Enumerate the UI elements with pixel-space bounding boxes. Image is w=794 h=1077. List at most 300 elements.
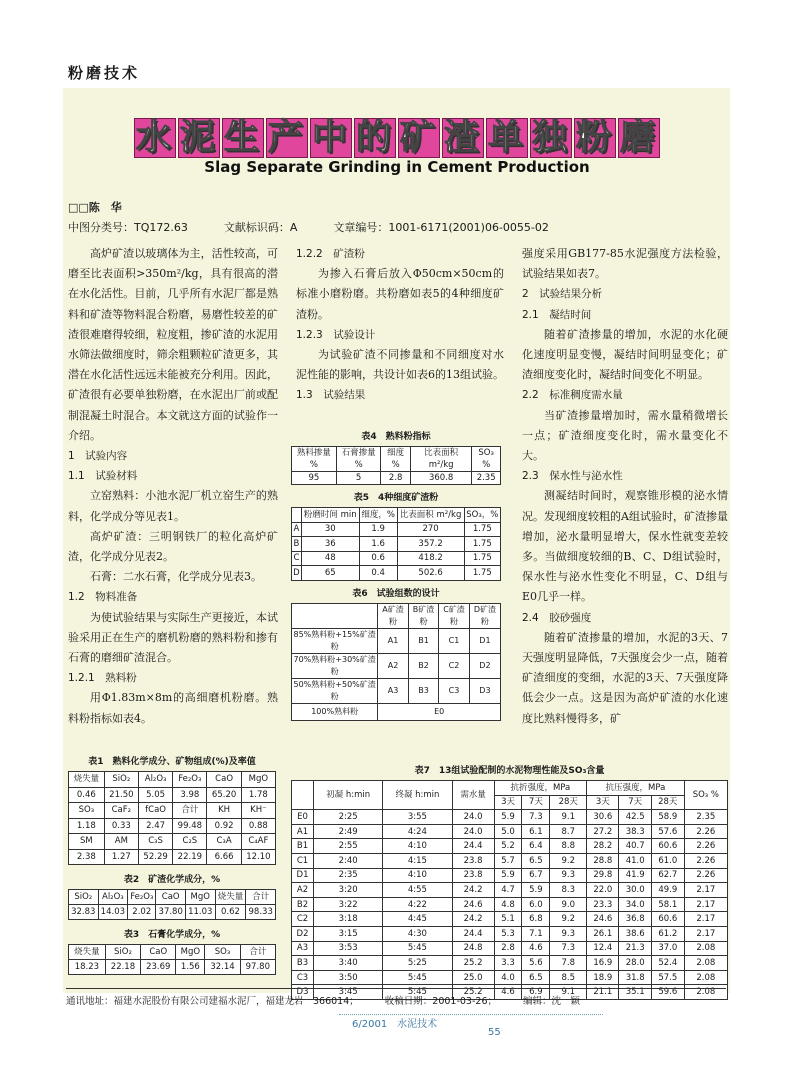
table-cell: 12.4 <box>587 941 619 956</box>
author: □□陈 华 <box>68 201 122 214</box>
table-row <box>292 868 728 883</box>
table-cell: 4:30 <box>383 926 452 941</box>
table-cell: 6.66 <box>207 849 241 865</box>
table-cell: C₃S <box>138 834 172 850</box>
table-cell: 2.17 <box>684 897 727 912</box>
table-cell: 23.8 <box>452 853 494 868</box>
paragraph: 为掺入石膏后放入Φ50cm×50cm的标准小磨粉磨。共粉磨如表5的4种细度矿渣粉。 <box>296 267 504 321</box>
table-cell: 2.47 <box>138 818 172 834</box>
table-cell: 3.98 <box>173 787 207 803</box>
table-cell: A2 <box>378 653 408 678</box>
table-row <box>292 941 728 956</box>
table-cell: A1 <box>292 824 314 839</box>
table-cell: D3 <box>292 985 314 1000</box>
heading: 2.3 保水性与泌水性 <box>522 470 623 483</box>
table-cell: E0 <box>292 810 314 825</box>
table-cell: 0.4 <box>359 566 397 581</box>
table-row <box>292 956 728 971</box>
table-cell: SO₃ <box>205 945 240 960</box>
table-cell: 比表面积 m²/kg <box>410 447 471 472</box>
table-cell: C1 <box>292 853 314 868</box>
table-cell: 21.50 <box>104 787 138 803</box>
table-cell: 4:55 <box>383 883 452 898</box>
table-cell: 30 <box>301 522 359 537</box>
table-cell: 2.26 <box>684 853 727 868</box>
clc-number: 中图分类号：TQ172.63 <box>68 221 188 234</box>
table-cell: 5:45 <box>383 985 452 1000</box>
table-cell: Fe₂O₃ <box>173 772 207 788</box>
heading: 1.2.1 熟料粉 <box>68 672 137 685</box>
footer-editor: 编辑：沈 颖 <box>523 996 581 1007</box>
table-cell: 1.27 <box>104 849 138 865</box>
table-cell: 1.6 <box>359 537 397 552</box>
table-cell: 2.02 <box>128 905 156 920</box>
paragraph: 立窑熟料：小池水泥厂机立窑生产的熟料，化学成分等见表1。 <box>68 489 278 523</box>
table-cell: 石膏掺量 % <box>336 447 381 472</box>
table-cell: 24.0 <box>452 824 494 839</box>
table-cell: A3 <box>378 678 408 703</box>
table-cell: AM <box>104 834 138 850</box>
table-cell: 14.03 <box>98 905 128 920</box>
table-cell: SO₃ <box>69 803 105 819</box>
heading: 1.2 物料准备 <box>68 591 138 604</box>
table-cell: D <box>292 566 302 581</box>
table-cell: 32.14 <box>205 960 240 975</box>
table7-wrap <box>291 761 728 1000</box>
table-cell: 需水量 <box>452 781 494 810</box>
column-2 <box>296 244 504 406</box>
table-cell <box>292 781 314 810</box>
table-cell: 2:55 <box>314 839 383 854</box>
table-cell: 21.3 <box>619 941 651 956</box>
heading: 2 试验结果分析 <box>522 288 603 301</box>
table-cell: 24.6 <box>587 912 619 927</box>
column-3 <box>522 244 728 729</box>
table-cell: 62.7 <box>651 868 684 883</box>
table-cell: 7.3 <box>522 810 550 825</box>
table-cell: 0.33 <box>104 818 138 834</box>
paragraph: 为试验矿渣不同掺量和不同细度对水泥性能的影响，共设计如表6的13组试验。 <box>296 348 504 382</box>
table-cell: 2.8 <box>381 472 411 485</box>
table-cell: 99.48 <box>173 818 207 834</box>
table-cell: 9.0 <box>550 897 587 912</box>
table-cell: 41.0 <box>619 853 651 868</box>
table-cell: 61.0 <box>651 853 684 868</box>
table-cell: 5.9 <box>494 868 522 883</box>
table-cell: 3:40 <box>314 956 383 971</box>
table-cell: 6.1 <box>522 824 550 839</box>
table-cell: 24.2 <box>452 912 494 927</box>
table-cell: 85%熟料粉+15%矿渣粉 <box>292 628 378 653</box>
table-cell: 5.0 <box>494 824 522 839</box>
table-cell: 2.08 <box>684 956 727 971</box>
table-cell: B2 <box>408 653 438 678</box>
table-cell: 60.6 <box>651 839 684 854</box>
table-cell: 2.26 <box>684 839 727 854</box>
table-cell: 50%熟料粉+50%矿渣粉 <box>292 678 378 703</box>
table-cell: 58.9 <box>651 810 684 825</box>
table-cell: 1.18 <box>69 818 105 834</box>
table-cell: B2 <box>292 897 314 912</box>
table-cell: 5.6 <box>522 956 550 971</box>
table-row <box>292 912 728 927</box>
table-cell: 24.4 <box>452 839 494 854</box>
table-cell: 7.8 <box>550 956 587 971</box>
table-cell: C3 <box>439 678 470 703</box>
table-cell: 23.69 <box>141 960 176 975</box>
table-cell: 2:40 <box>314 853 383 868</box>
table-cell: B1 <box>408 628 438 653</box>
heading: 1 试验内容 <box>68 450 128 463</box>
table-cell: 65.20 <box>207 787 241 803</box>
table-cell: 40.7 <box>619 839 651 854</box>
table-cell: 1.9 <box>359 522 397 537</box>
table-cell: A1 <box>378 628 408 653</box>
table-cell: MgO <box>176 945 205 960</box>
footer-rule <box>66 988 726 989</box>
table-cell: 合计 <box>240 945 275 960</box>
table-cell: 58.1 <box>651 897 684 912</box>
table-cell: 3:45 <box>314 985 383 1000</box>
table-cell: 5.3 <box>494 926 522 941</box>
table-cell: 8.7 <box>550 824 587 839</box>
table-cell: 6.7 <box>522 868 550 883</box>
table-cell: 8.5 <box>550 970 587 985</box>
table-cell: 9.1 <box>550 985 587 1000</box>
table-cell: 97.80 <box>240 960 275 975</box>
table7 <box>291 780 728 1000</box>
table-cell: 59.6 <box>651 985 684 1000</box>
table-cell: SM <box>69 834 105 850</box>
table-cell: 6.4 <box>522 839 550 854</box>
table-cell: 2.17 <box>684 926 727 941</box>
table-cell: 22.0 <box>587 883 619 898</box>
table-cell: D2 <box>469 653 500 678</box>
table-cell: 4.8 <box>494 897 522 912</box>
table-cell: 25.2 <box>452 985 494 1000</box>
table-cell: B <box>292 537 302 552</box>
table-cell: KH <box>207 803 241 819</box>
table-cell: 60.6 <box>651 912 684 927</box>
table-cell: 粉磨时间 min <box>301 508 359 523</box>
table1-caption: 表1 熟料化学成分、矿物组成(%)及率值 <box>88 757 256 767</box>
column-1 <box>68 244 278 729</box>
table-cell: CaO <box>207 772 241 788</box>
table-cell: 36.8 <box>619 912 651 927</box>
table-cell: 5:45 <box>383 941 452 956</box>
paragraph: 测凝结时间时，观察锥形模的泌水情况。发现细度较粗的A组试验时，矿渣掺量增加，泌水量明显增大，保水性就变差较多。当做细度较细的B、C、D组试验时，保水性与泌水性变化不明显，C、D组与E0几乎一样。 <box>522 489 728 604</box>
table-cell: 36 <box>301 537 359 552</box>
table-cell: 6.0 <box>522 897 550 912</box>
table-cell: 2.26 <box>684 868 727 883</box>
table-cell <box>292 508 302 523</box>
table-cell: Fe₂O₃ <box>128 890 156 905</box>
table-cell: C₃A <box>207 834 241 850</box>
table6 <box>291 603 501 722</box>
table-cell: 12.10 <box>241 849 275 865</box>
heading: 1.2.3 试验设计 <box>296 328 376 341</box>
table-cell: 3.3 <box>494 956 522 971</box>
table-cell: 1.75 <box>464 537 500 552</box>
table1 <box>68 771 276 865</box>
table-cell: 28天 <box>550 795 587 810</box>
paragraph: 为使试验结果与实际生产更接近，本试验采用正在生产的磨机粉磨的熟料粉和掺有石膏的磨细矿渣混合。 <box>68 610 278 665</box>
table-cell: 5 <box>336 472 381 485</box>
table-cell: 9.1 <box>550 810 587 825</box>
table-cell: 57.6 <box>651 824 684 839</box>
table-row <box>292 810 728 825</box>
table-cell: 初凝 h:min <box>314 781 383 810</box>
journal-issue: 6/2001 水泥技术 <box>352 1019 438 1030</box>
table-cell: 5.9 <box>522 883 550 898</box>
table-cell: SiO₂ <box>69 890 99 905</box>
table-cell: 24.2 <box>452 883 494 898</box>
table-cell: 5.2 <box>494 839 522 854</box>
table5 <box>291 507 501 581</box>
table-cell: 23.8 <box>452 868 494 883</box>
table-cell: 烧失量 <box>215 890 246 905</box>
table-cell: 18.23 <box>69 960 106 975</box>
table-cell: E0 <box>378 703 501 721</box>
paragraph: 当矿渣掺量增加时，需水量稍微增长一点；矿渣细度变化时，需水量变化不大。 <box>522 408 728 463</box>
table-cell: 0.92 <box>207 818 241 834</box>
table-cell: 22.18 <box>105 960 140 975</box>
table-cell: 35.1 <box>619 985 651 1000</box>
table-cell: 5:45 <box>383 970 452 985</box>
table-cell: 4:15 <box>383 853 452 868</box>
table-cell: CaO <box>141 945 176 960</box>
table-cell: 2.8 <box>494 941 522 956</box>
table-cell: 3天 <box>494 795 522 810</box>
table-cell: B3 <box>292 956 314 971</box>
table-cell: 9.2 <box>550 912 587 927</box>
table-cell <box>292 603 378 628</box>
table-cell: C矿渣粉 <box>439 603 470 628</box>
table-cell: 2.08 <box>684 985 727 1000</box>
table-cell: D2 <box>292 926 314 941</box>
table-cell: 2:25 <box>314 810 383 825</box>
page-number: 55 <box>488 1027 501 1038</box>
table-cell: 24.4 <box>452 926 494 941</box>
table-cell: C₂S <box>173 834 207 850</box>
table-cell: 24.8 <box>452 941 494 956</box>
table6-caption: 表6 试验组数的设计 <box>352 588 440 599</box>
table-cell: 细度，% <box>359 508 397 523</box>
table-cell: 8.8 <box>550 839 587 854</box>
table-cell: 98.33 <box>246 905 276 920</box>
table-cell: 41.9 <box>619 868 651 883</box>
table-row <box>292 853 728 868</box>
table-cell: B3 <box>408 678 438 703</box>
paragraph: 强度采用GB177-85水泥强度方法检验，试验结果如表7。 <box>522 247 728 281</box>
table-cell: CaF₂ <box>104 803 138 819</box>
table-cell: 2.17 <box>684 883 727 898</box>
table-cell: C1 <box>439 628 470 653</box>
article-subtitle: Slag Separate Grinding in Cement Production <box>204 158 590 176</box>
table-cell: 5.05 <box>138 787 172 803</box>
table-cell: 1.75 <box>464 522 500 537</box>
table-cell: 熟料掺量 % <box>292 447 337 472</box>
table-row <box>292 839 728 854</box>
table-cell: 31.8 <box>619 970 651 985</box>
table-cell: 5:25 <box>383 956 452 971</box>
table-cell: 4:10 <box>383 839 452 854</box>
paragraph: 高炉矿渣以玻璃体为主，活性较高，可磨至比表面积>350m²/kg，具有很高的潜在水化活性。目前，几乎所有水泥厂都是熟料和矿渣等物料混合粉磨，易磨性较差的矿渣很难磨得较细，粒度粗，掺矿渣的水泥用水筛法做细度时，筛余粗颗粒矿渣更多，其潜在水化活性远远未能被充分利用。因此，矿渣很有必要单独粉磨，在水泥出厂前或配制混凝土时混合。本文就这方面的试验作一介绍。 <box>68 247 278 442</box>
table-cell: MgO <box>185 890 215 905</box>
table-cell: 9.3 <box>550 926 587 941</box>
table-cell: 4:45 <box>383 912 452 927</box>
table-cell: 11.03 <box>185 905 215 920</box>
title-wrap <box>0 118 794 158</box>
heading: 1.1 试验材料 <box>68 470 138 483</box>
paragraph: 石膏：二水石膏，化学成分见表3。 <box>90 570 262 584</box>
table-cell: 270 <box>397 522 464 537</box>
table-cell: 4:24 <box>383 824 452 839</box>
table-cell: 24.0 <box>452 810 494 825</box>
table-cell: 418.2 <box>397 551 464 566</box>
table-cell: 34.0 <box>619 897 651 912</box>
table-cell: 4:10 <box>383 868 452 883</box>
table-cell: 2.35 <box>684 810 727 825</box>
table-cell: 合计 <box>246 890 276 905</box>
table-cell: 2.08 <box>684 941 727 956</box>
table-cell: 27.2 <box>587 824 619 839</box>
table-row <box>292 970 728 985</box>
table-cell: 1.75 <box>464 566 500 581</box>
table-cell: 7天 <box>619 795 651 810</box>
table2 <box>68 889 276 920</box>
table-cell: 2.26 <box>684 824 727 839</box>
table-cell: 合计 <box>173 803 207 819</box>
table-cell: SO₃ % <box>684 781 727 810</box>
paragraph: 高炉矿渣：三明钢铁厂的粒化高炉矿渣，化学成分见表2。 <box>68 529 278 564</box>
table4-caption: 表4 熟料粉指标 <box>361 432 431 442</box>
section-tag: 粉磨技术 <box>68 64 141 82</box>
table-cell: C2 <box>292 912 314 927</box>
table-cell: 5.7 <box>494 853 522 868</box>
table-cell: 9.2 <box>550 853 587 868</box>
table-cell: 6.5 <box>522 970 550 985</box>
footer-address: 通讯地址：福建水泥股份有限公司建福水泥厂，福建龙岩 366014； <box>66 996 359 1007</box>
table-cell: D矿渣粉 <box>469 603 500 628</box>
table-cell: 比表面积 m²/kg <box>397 508 464 523</box>
table-cell: 7.1 <box>522 926 550 941</box>
table-cell: D3 <box>469 678 500 703</box>
table-cell: 25.2 <box>452 956 494 971</box>
table-cell: 2.08 <box>684 970 727 985</box>
table-cell: SO₃，% <box>464 508 500 523</box>
table-cell: 0.88 <box>241 818 275 834</box>
table-cell: SiO₂ <box>104 772 138 788</box>
table5-caption: 表5 4种细度矿渣粉 <box>353 493 439 503</box>
table-cell: KH⁻ <box>241 803 275 819</box>
table-cell: A3 <box>292 941 314 956</box>
paragraph: 随着矿渣掺量的增加，水泥的3天、7天强度明显降低，7天强度会少一点，随着矿渣细度的变细，水泥的3天、7天强度降低会少一点。这是因为高炉矿渣的水化速度比熟料慢得多，矿 <box>522 630 728 725</box>
table-cell: 52.29 <box>138 849 172 865</box>
table-cell: 357.2 <box>397 537 464 552</box>
table-cell: 6.9 <box>522 985 550 1000</box>
table-cell: 0.46 <box>69 787 105 803</box>
table-cell: 70%熟料粉+30%矿渣粉 <box>292 653 378 678</box>
paragraph: 用Φ1.83m×8m的高细磨机粉磨。熟料粉指标如表4。 <box>68 691 278 725</box>
table-cell: CaO <box>156 890 186 905</box>
doc-code: 文献标识码：A <box>223 221 298 234</box>
heading: 2.4 胶砂强度 <box>522 611 592 624</box>
table-cell: 26.1 <box>587 926 619 941</box>
table-cell: 3:53 <box>314 941 383 956</box>
table-cell: 4.6 <box>522 941 550 956</box>
table-cell: A2 <box>292 883 314 898</box>
table-row <box>292 883 728 898</box>
table-cell: 1.78 <box>241 787 275 803</box>
table2-caption: 表2 矿渣化学成分，% <box>123 875 221 885</box>
table-cell: A <box>292 522 302 537</box>
table-row <box>292 926 728 941</box>
table-cell: 2:49 <box>314 824 383 839</box>
table-cell: 2.38 <box>69 849 105 865</box>
table-cell: 4.7 <box>494 883 522 898</box>
paragraph: 随着矿渣掺量的增加，水泥的水化硬化速度明显变慢，凝结时间明显变化；矿渣细度变化时，凝结时间变化不明显。 <box>522 327 728 382</box>
table-cell: 6.5 <box>522 853 550 868</box>
table-cell: 38.3 <box>619 824 651 839</box>
table-cell: 48 <box>301 551 359 566</box>
table-cell: 1.75 <box>464 551 500 566</box>
table-cell: 6.8 <box>522 912 550 927</box>
table-cell: 28.2 <box>587 839 619 854</box>
article-title: 水 泥 生 产 中 的 矿 渣 单 独 粉 磨 <box>135 118 659 158</box>
table-cell: 2.35 <box>472 472 501 485</box>
table4 <box>291 446 501 485</box>
table-cell: 65 <box>301 566 359 581</box>
table-cell: 25.0 <box>452 970 494 985</box>
table-cell: 37.80 <box>156 905 186 920</box>
table-cell: MgO <box>241 772 275 788</box>
table-cell: 1.56 <box>176 960 205 975</box>
table-cell: Al₂O₃ <box>98 890 128 905</box>
table-cell: 0.62 <box>215 905 246 920</box>
table-cell: 9.3 <box>550 868 587 883</box>
classification-line <box>68 219 549 235</box>
table-cell: 16.9 <box>587 956 619 971</box>
table-cell: 8.3 <box>550 883 587 898</box>
table-cell: 42.5 <box>619 810 651 825</box>
table-row <box>292 824 728 839</box>
table-cell: 3天 <box>587 795 619 810</box>
table-cell: 7天 <box>522 795 550 810</box>
table-cell: 52.4 <box>651 956 684 971</box>
table-cell: SO₃ % <box>472 447 501 472</box>
table-cell: D1 <box>292 868 314 883</box>
table-cell: 24.6 <box>452 897 494 912</box>
table-cell: 29.8 <box>587 868 619 883</box>
heading: 2.1 凝结时间 <box>522 308 592 321</box>
table-cell: 22.19 <box>173 849 207 865</box>
table-cell: 57.5 <box>651 970 684 985</box>
table-cell: 4.0 <box>494 970 522 985</box>
table-cell: B1 <box>292 839 314 854</box>
heading: 2.2 标准稠度需水量 <box>522 389 623 402</box>
table-cell: 37.0 <box>651 941 684 956</box>
left-tables <box>68 752 276 975</box>
table-cell: 61.2 <box>651 926 684 941</box>
table-cell: fCaO <box>138 803 172 819</box>
table-cell: 21.1 <box>587 985 619 1000</box>
table-cell: 32.83 <box>69 905 99 920</box>
middle-tables <box>291 427 501 721</box>
table-cell: 7.3 <box>550 941 587 956</box>
table-cell: 28.8 <box>587 853 619 868</box>
footer-received: 收稿日期：2001-03-26； <box>384 996 497 1007</box>
